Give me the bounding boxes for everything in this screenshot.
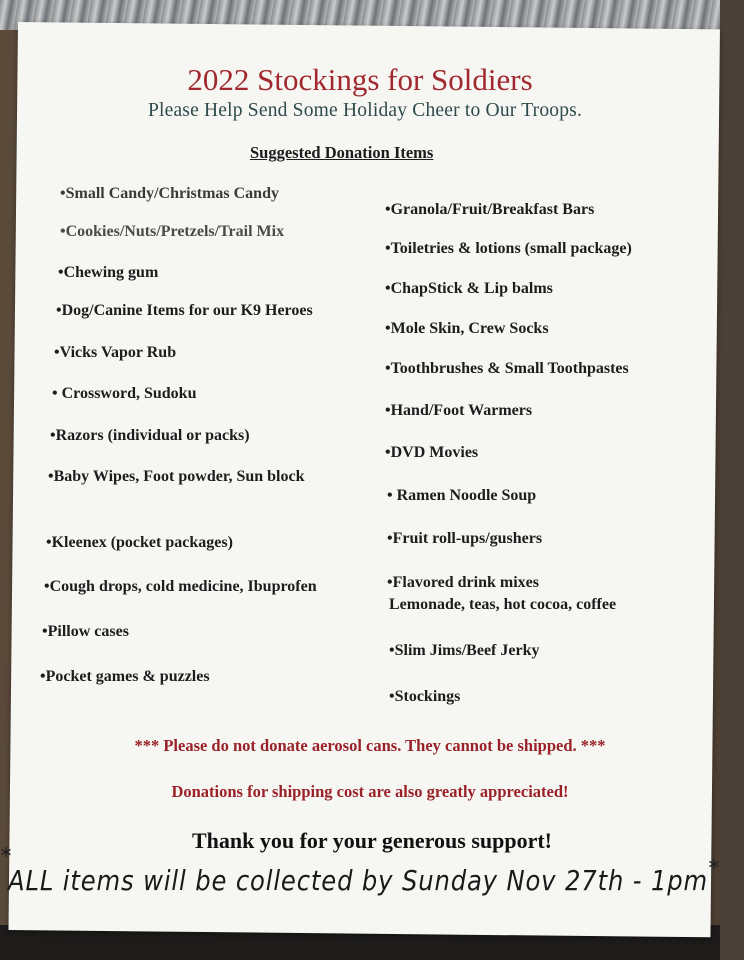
list-item: •Razors (individual or packs) xyxy=(50,427,250,444)
list-item: •Flavored drink mixes xyxy=(387,574,539,591)
asterisk-icon xyxy=(0,846,12,858)
list-item: •Pocket games & puzzles xyxy=(40,668,210,685)
flyer-subtitle: Please Help Send Some Holiday Cheer to Our Troops. xyxy=(147,100,583,121)
list-item: •Toiletries & lotions (small package) xyxy=(385,240,632,257)
shipping-notice: Donations for shipping cost are also greatly appreciated! xyxy=(171,782,569,801)
list-item: •Stockings xyxy=(389,688,461,705)
thank-you-message: Thank you for your generous support! xyxy=(191,828,553,853)
handwritten-note xyxy=(6,860,720,904)
list-item: •DVD Movies xyxy=(385,444,479,461)
list-item: •Hand/Foot Warmers xyxy=(385,402,533,419)
list-item: •Cough drops, cold medicine, Ibuprofen xyxy=(44,578,317,595)
list-item: •Granola/Fruit/Breakfast Bars xyxy=(385,201,595,218)
list-item: •Fruit roll-ups/gushers xyxy=(387,530,543,547)
list-item: •Pillow cases xyxy=(42,623,129,640)
list-item: •Baby Wipes, Foot powder, Sun block xyxy=(48,468,305,485)
list-item: •ChapStick & Lip balms xyxy=(385,280,553,297)
list-item: •Slim Jims/Beef Jerky xyxy=(389,642,540,659)
list-item: • Crossword, Sudoku xyxy=(52,385,197,402)
list-item: •Small Candy/Christmas Candy xyxy=(60,185,279,202)
section-heading: Suggested Donation Items xyxy=(250,143,434,162)
list-item: •Kleenex (pocket packages) xyxy=(46,534,233,551)
flyer-title: 2022 Stockings for Soldiers xyxy=(187,62,533,97)
list-item: •Dog/Canine Items for our K9 Heroes xyxy=(56,302,313,319)
list-item: Lemonade, teas, hot cocoa, coffee xyxy=(389,596,617,613)
aerosol-notice: *** Please do not donate aerosol cans. They cannot be shipped. *** xyxy=(134,736,606,755)
list-item: •Cookies/Nuts/Pretzels/Trail Mix xyxy=(60,223,285,240)
list-item: •Vicks Vapor Rub xyxy=(54,344,177,361)
list-item: •Chewing gum xyxy=(58,264,159,281)
list-item: •Toothbrushes & Small Toothpastes xyxy=(385,360,629,377)
list-item: •Mole Skin, Crew Socks xyxy=(385,320,549,337)
handwritten-note-text: ALL items will be collected by Sunday Nov 27th - 1pm xyxy=(6,864,708,897)
list-item: • Ramen Noodle Soup xyxy=(387,487,537,504)
